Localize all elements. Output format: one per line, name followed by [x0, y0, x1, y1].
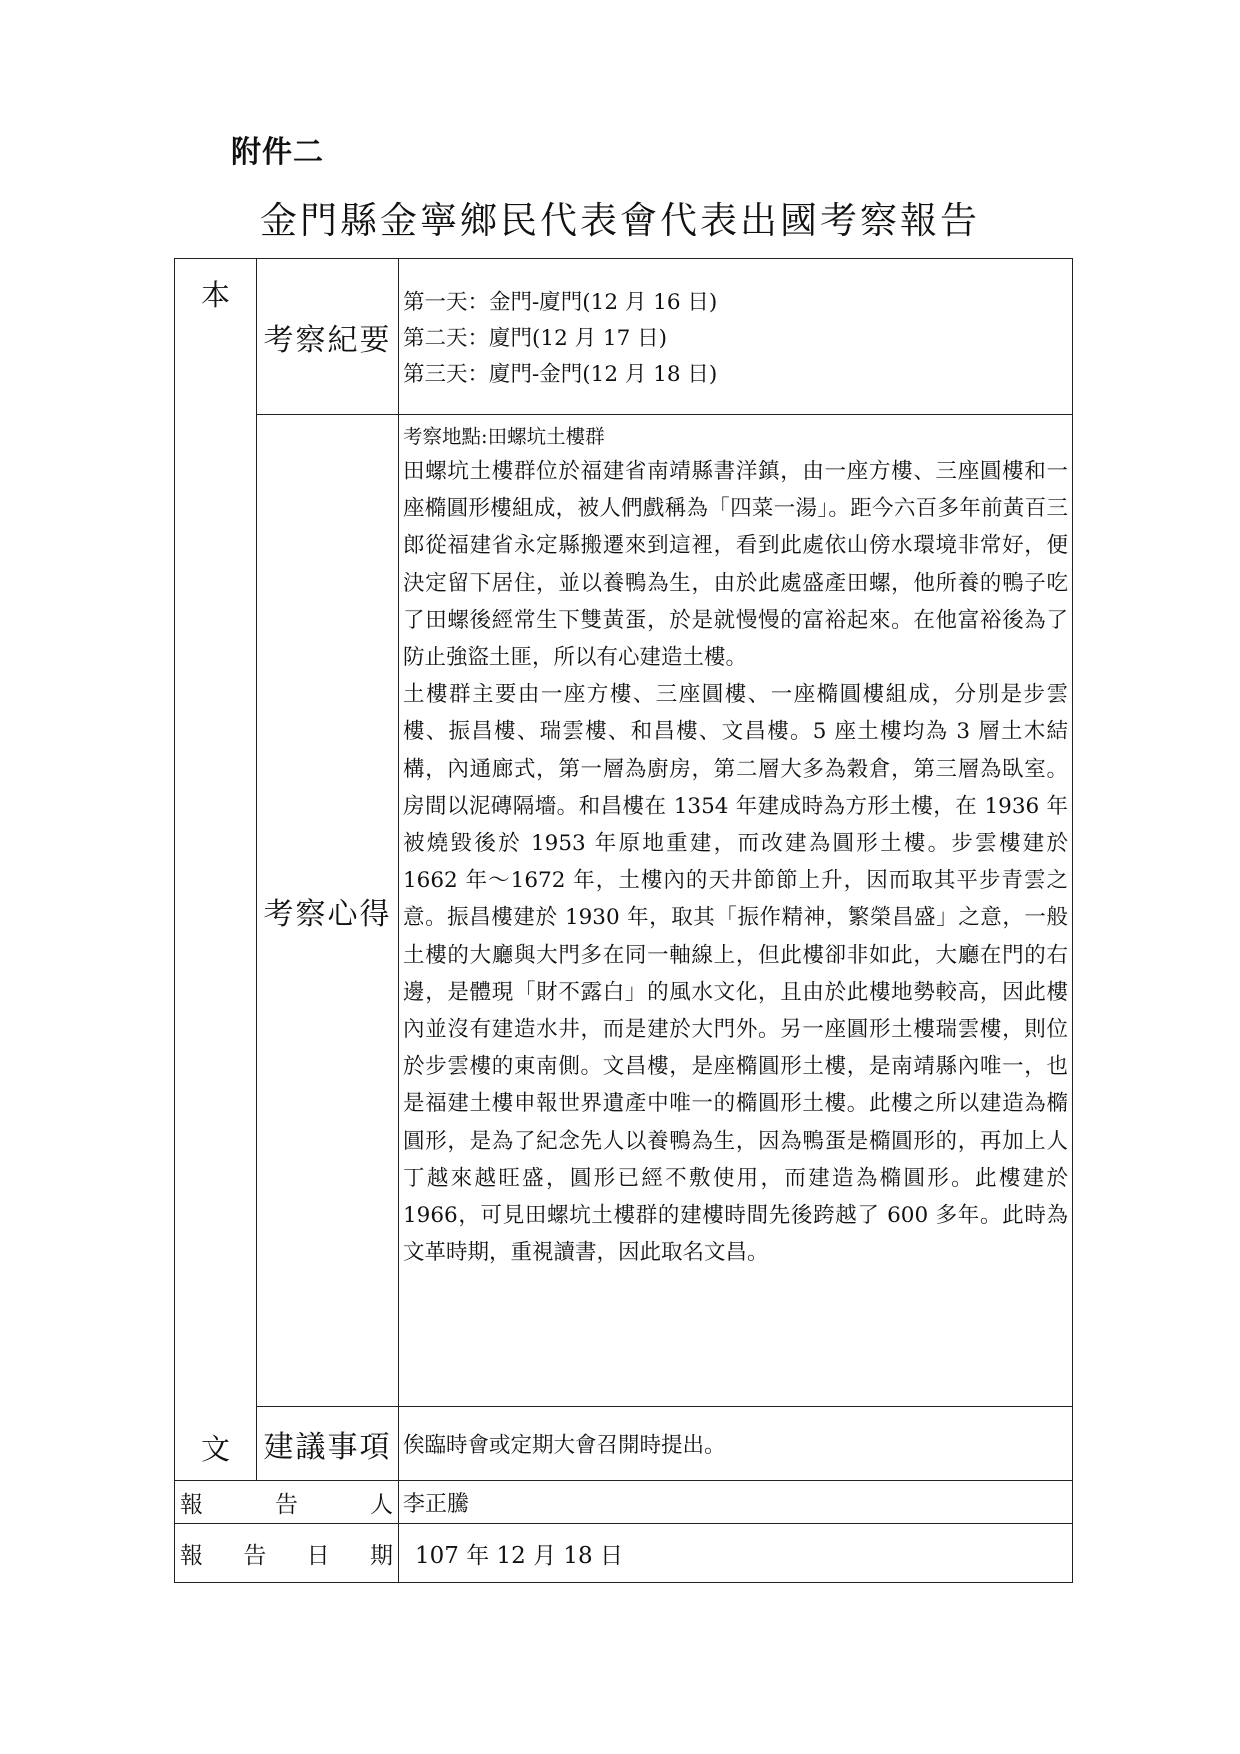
suggestions-label: 建議事項	[257, 1407, 399, 1481]
report-date-value: 107 年 12 月 18 日	[399, 1524, 1073, 1583]
findings-label: 考察心得	[257, 415, 399, 1407]
document-title: 金門縣金寧鄉民代表會代表出國考察報告	[260, 199, 980, 242]
report-table	[174, 258, 1073, 1583]
reporter-row	[175, 1481, 1073, 1524]
reporter-label-char: 告	[275, 1491, 298, 1518]
findings-row	[175, 415, 1073, 1407]
report-date-row	[175, 1524, 1073, 1583]
itinerary-day: 第一天：金門-廈門(12 月 16 日)	[403, 290, 718, 315]
side-label-cell	[175, 259, 257, 1481]
report-date-label-char: 期	[369, 1542, 393, 1569]
report-date-label-char: 日	[306, 1542, 330, 1569]
itinerary-content	[399, 259, 1073, 415]
report-date-label-char: 報	[180, 1542, 203, 1569]
report-date-label	[175, 1524, 399, 1583]
attachment-label: 附件二	[231, 135, 324, 170]
reporter-label-char: 人	[370, 1491, 393, 1518]
itinerary-day: 第三天：廈門-金門(12 月 18 日)	[403, 362, 718, 387]
side-label-bottom: 文	[200, 1432, 230, 1466]
suggestions-value: 俟臨時會或定期大會召開時提出。	[399, 1407, 1073, 1481]
findings-paragraph: 土樓群主要由一座方樓、三座圓樓、一座橢圓樓組成，分別是步雲樓、振昌樓、瑞雲樓、和昌樓、文昌樓。5 座土樓均為 3 層土木結構，內通廊式，第一層為廚房，第二層大多為穀倉，第三層為臥室。房間以泥磚隔墻。和昌樓在 1354 年建成時為方形土樓，在 1936 年被燒毀後於 1953 年原地重建，而改建為圓形土樓。步雲樓建於 1662 年～1672 年，土樓內的天井節節上升，因而取其平步青雲之意。振昌樓建於 1930 年，取其「振作精神，繁榮昌盛」之意，一般土樓的大廳與大門多在同一軸線上，但此樓卻非如此，大廳在門的右邊，是體現「財不露白」的風水文化，且由於此樓地勢較高，因此樓內並沒有建造水井，而是建於大門外。另一座圓形土樓瑞雲樓，則位於步雲樓的東南側。文昌樓，是座橢圓形土樓，是南靖縣內唯一，也是福建土樓申報世界遺產中唯一的橢圓形土樓。此樓之所以建造為橢圓形，是為了紀念先人以養鴨為生，因為鴨蛋是橢圓形的，再加上人丁越來越旺盛，圓形已經不敷使用，而建造為橢圓形。此樓建於 1966，可見田螺坑土樓群的建樓時間先後跨越了 600 多年。此時為文革時期，重視讀書，因此取名文昌。	[403, 682, 1068, 1266]
findings-paragraph: 田螺坑土樓群位於福建省南靖縣書洋鎮，由一座方樓、三座圓樓和一座橢圓形樓組成，被人們戲稱為「四菜一湯」。距今六百多年前黃百三郎從福建省永定縣搬遷來到這裡，看到此處依山傍水環境非常好，便決定留下居住，並以養鴨為生，由於此處盛產田螺，他所養的鴨子吃了田螺後經常生下雙黃蛋，於是就慢慢的富裕起來。在他富裕後為了防止強盜土匪，所以有心建造土樓。	[403, 459, 1068, 671]
findings-location: 考察地點:田螺坑土樓群	[403, 425, 605, 448]
reporter-label	[175, 1481, 399, 1524]
itinerary-label: 考察紀要	[257, 259, 399, 415]
suggestions-row	[175, 1407, 1073, 1481]
side-label-top: 本	[200, 278, 230, 312]
reporter-value: 李正騰	[399, 1481, 1073, 1524]
reporter-label-char: 報	[180, 1491, 203, 1518]
itinerary-day: 第二天：廈門(12 月 17 日)	[403, 326, 667, 351]
report-date-label-char: 告	[243, 1542, 267, 1569]
itinerary-row	[175, 259, 1073, 415]
findings-content	[399, 415, 1073, 1407]
